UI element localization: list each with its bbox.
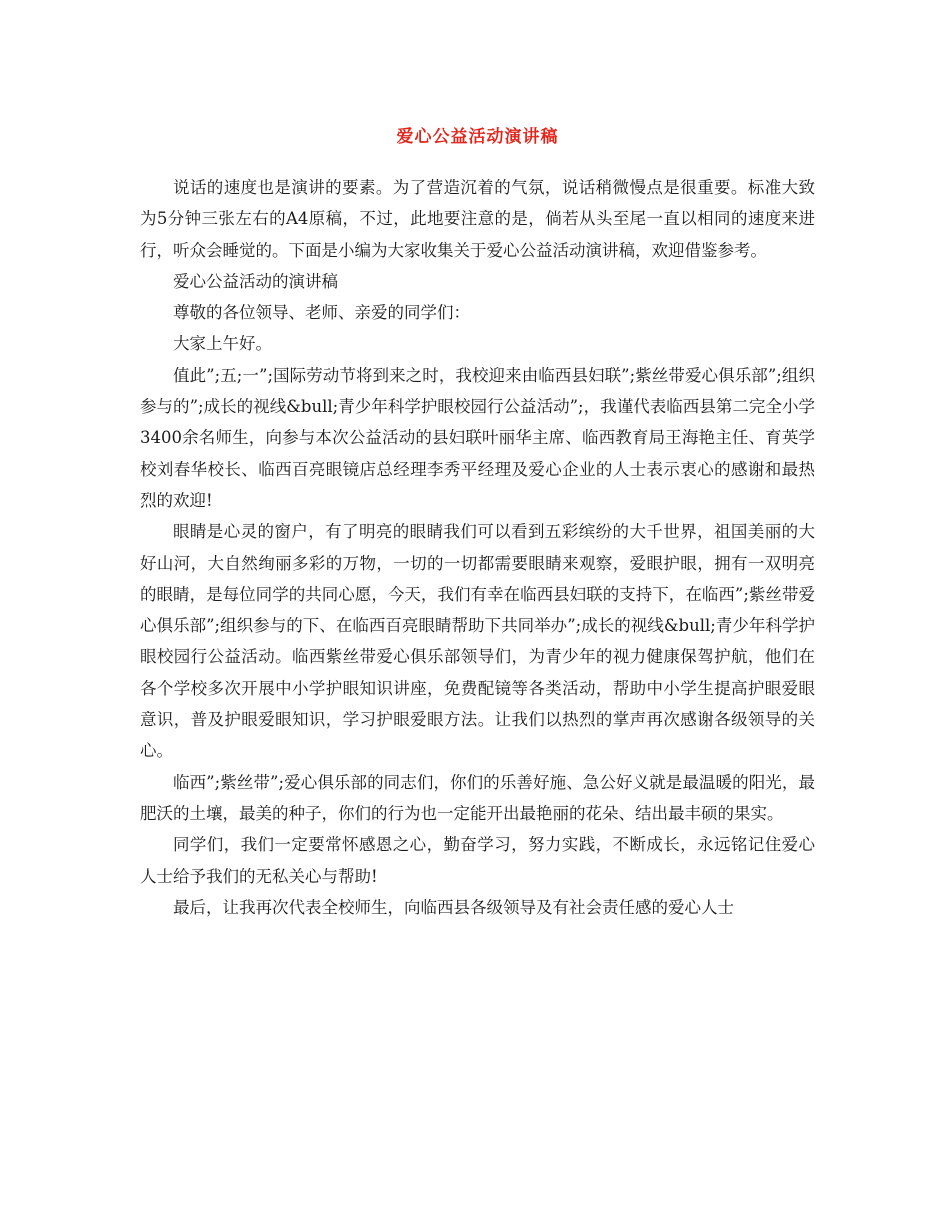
document-page — [140, 122, 815, 923]
paragraph-club: 临西”;紫丝带”;爱心俱乐部的同志们，你们的乐善好施、急公好义就是最温暖的阳光，最肥沃的土壤，最美的种子，你们的行为也一定能开出最艳丽的花朵、结出最丰硕的果实。 — [140, 772, 815, 823]
paragraph-closing: 最后，让我再次代表全校师生，向临西县各级领导及有社会责任感的爱心人士 — [173, 897, 734, 917]
paragraph-intro: 说话的速度也是演讲的要素。为了营造沉着的气氛，说话稍微慢点是很重要。标准大致为5分钟三张左右的A4原稿，不过，此地要注意的是，倘若从头至尾一直以相同的速度来进行，听众会睡觉的。下面是小编为大家收集关于爱心公益活动演讲稿，欢迎借鉴参考。 — [140, 178, 815, 260]
paragraph-occasion: 值此”;五;一”;国际劳动节将到来之时，我校迎来由临西县妇联”;紫丝带爱心俱乐部”;组织参与的”;成长的视线&bull;青少年科学护眼校园行公益活动”;，我谨代表临西县第二完全小学3400余名师生，向参与本次公益活动的县妇联叶丽华主席、临西教育局王海艳主任、育英学校刘春华校长、临西百亮眼镜店总经理李秀平经理及爱心企业的人士表示衷心的感谢和最热烈的欢迎! — [140, 365, 815, 510]
paragraph-students: 同学们，我们一定要常怀感恩之心，勤奋学习，努力实践，不断成长，永远铭记住爱心人士给予我们的无私关心与帮助! — [140, 835, 815, 886]
document-title: 爱心公益活动演讲稿 — [396, 127, 559, 147]
paragraph-salutation: 尊敬的各位领导、老师、亲爱的同学们： — [173, 303, 470, 323]
paragraph-greeting: 大家上午好。 — [173, 334, 272, 354]
paragraph-eyes: 眼睛是心灵的窗户，有了明亮的眼睛我们可以看到五彩缤纷的大千世界，祖国美丽的大好山河，大自然绚丽多彩的万物，一切的一切都需要眼睛来观察，爱眼护眼，拥有一双明亮的眼睛，是每位同学的共同心愿，今天，我们有幸在临西县妇联的支持下，在临西”;紫丝带爱心俱乐部”;组织参与的下、在临西百亮眼睛帮助下共同举办”;成长的视线&bull;青少年科学护眼校园行公益活动。临西紫丝带爱心俱乐部领导们，为青少年的视力健康保驾护航，他们在各个学校多次开展中小学护眼知识讲座，免费配镜等各类活动，帮助中小学生提高护眼爱眼意识，普及护眼爱眼知识，学习护眼爱眼方法。让我们以热烈的掌声再次感谢各级领导的关心。 — [140, 522, 815, 761]
paragraph-heading: 爱心公益活动的演讲稿 — [173, 271, 338, 291]
